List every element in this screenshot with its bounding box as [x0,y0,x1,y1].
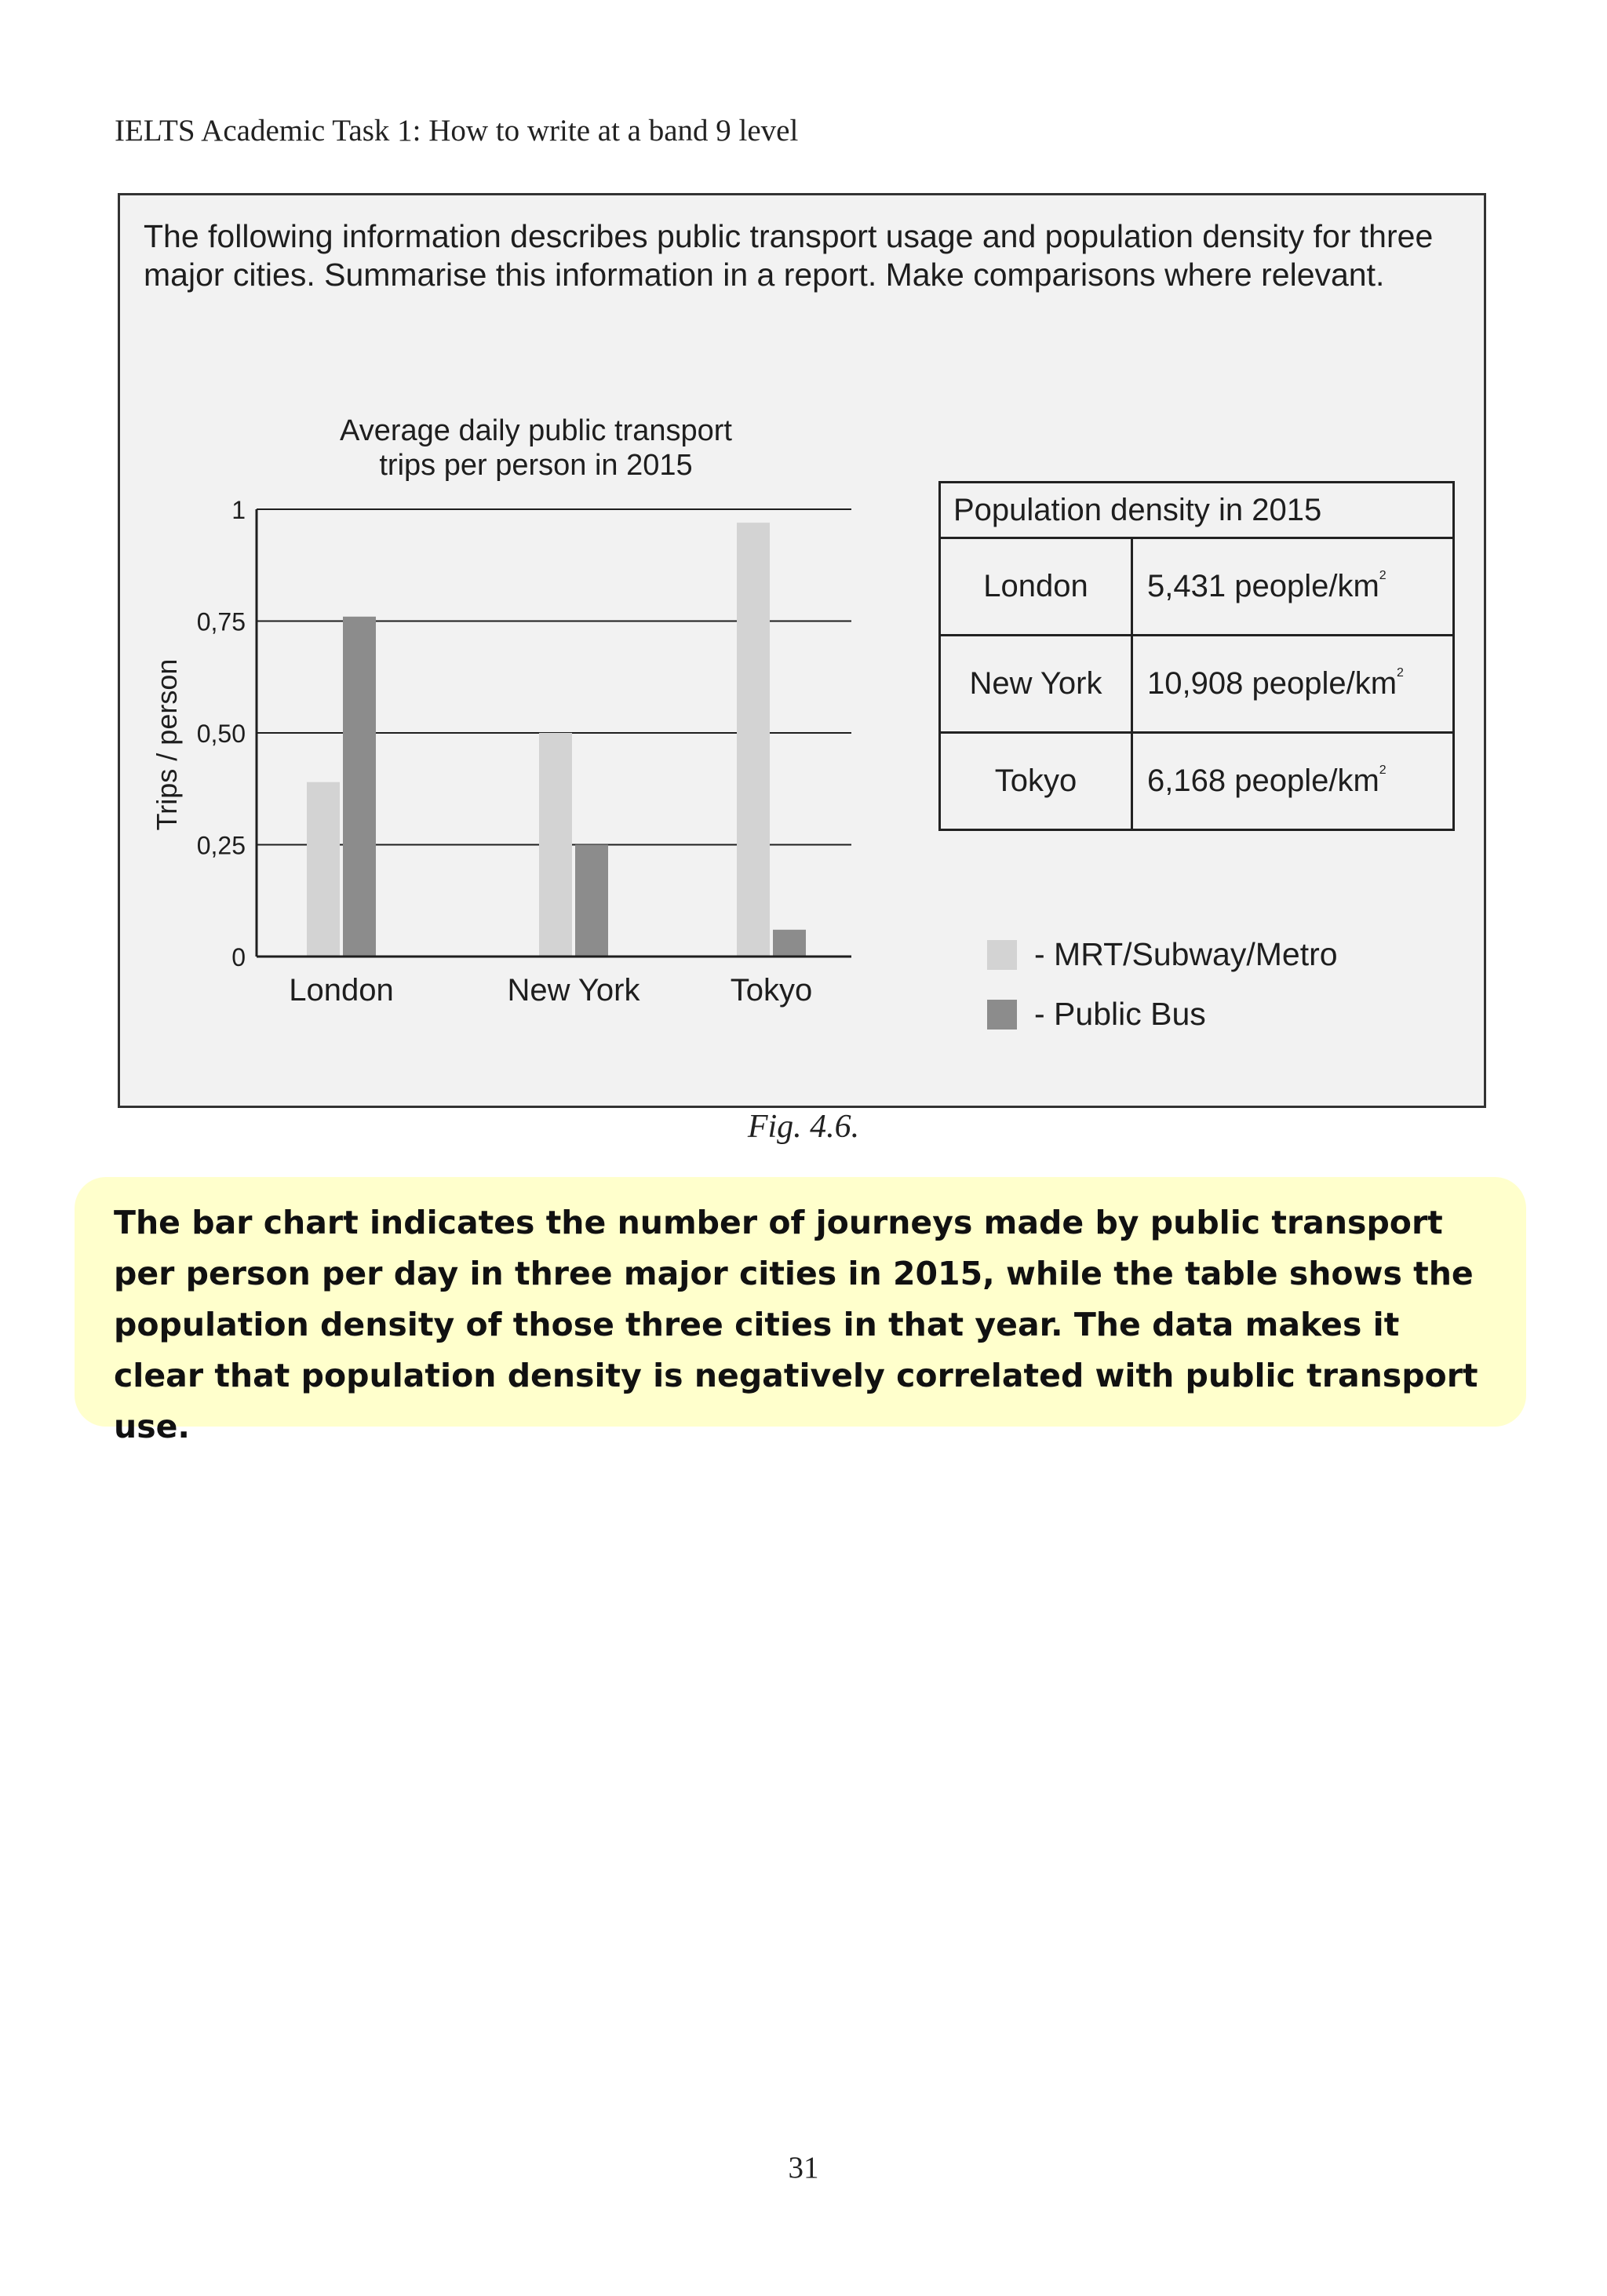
city-cell: New York [940,636,1132,733]
figure-box [118,193,1486,1108]
city-cell: Tokyo [940,733,1132,830]
chart-title-line-2: trips per person in 2015 [379,449,693,482]
figure-caption: Fig. 4.6. [747,1109,860,1145]
y-tick-label: 0,50 [196,720,246,748]
bar-bus-tokyo [773,930,806,957]
legend-swatch-metro [987,940,1017,970]
unit-superscript: 2 [1379,764,1387,777]
legend-item-bus [987,996,1206,1033]
page-number: 31 [788,2151,819,2185]
density-value: 6,168 people/km [1147,764,1379,798]
y-tick-label: 1 [231,496,246,524]
density-value: 10,908 people/km [1147,666,1397,701]
running-header: IELTS Academic Task 1: How to write at a band 9 level [115,114,799,148]
legend-item-metro [987,936,1338,973]
y-tick-label: 0 [231,943,246,971]
x-tick-labels [289,973,812,1008]
unit-superscript: 2 [1379,569,1387,582]
chart-title-line-1: Average daily public transport [340,414,732,447]
bar-metro-london [307,782,340,957]
city-cell: London [940,538,1132,636]
table-row [940,538,1454,636]
density-cell [1132,636,1454,733]
population-table-title: Population density in 2015 [940,483,1454,538]
y-tick-label: 0,75 [196,607,246,636]
x-tick-label: New York [507,973,640,1008]
unit-superscript: 2 [1397,666,1404,680]
density-value: 5,431 people/km [1147,569,1379,603]
y-tick-labels [197,496,246,971]
bar-metro-tokyo [737,523,770,957]
legend-label-metro: - MRT/Subway/Metro [1034,936,1338,972]
density-cell [1132,538,1454,636]
table-row [940,733,1454,830]
y-axis-label: Trips / person [151,658,183,831]
x-tick-label: Tokyo [730,973,813,1008]
task-prompt: The following information describes public transport usage and population density for three major cities. Summarise this information in a report. Make comparisons where relevant. [144,218,1434,293]
bars [307,523,806,957]
model-answer-note: The bar chart indicates the number of journeys made by public transport per person per day in three major cities in 2015, while the table shows the population density of those three cities in that year. The data makes it clear that population density is negatively correlated with public transport use. [75,1177,1526,1427]
bar-chart [120,195,1015,1106]
table-row [940,636,1454,733]
legend-label-bus: - Public Bus [1034,996,1206,1032]
bar-bus-london [343,617,376,957]
legend-swatch-bus [987,1000,1017,1030]
bar-metro-new-york [539,733,572,957]
density-cell [1132,733,1454,830]
bar-bus-new-york [575,845,608,957]
y-tick-label: 0,25 [196,831,246,860]
population-density-table [938,481,1455,831]
x-tick-label: London [289,973,394,1008]
